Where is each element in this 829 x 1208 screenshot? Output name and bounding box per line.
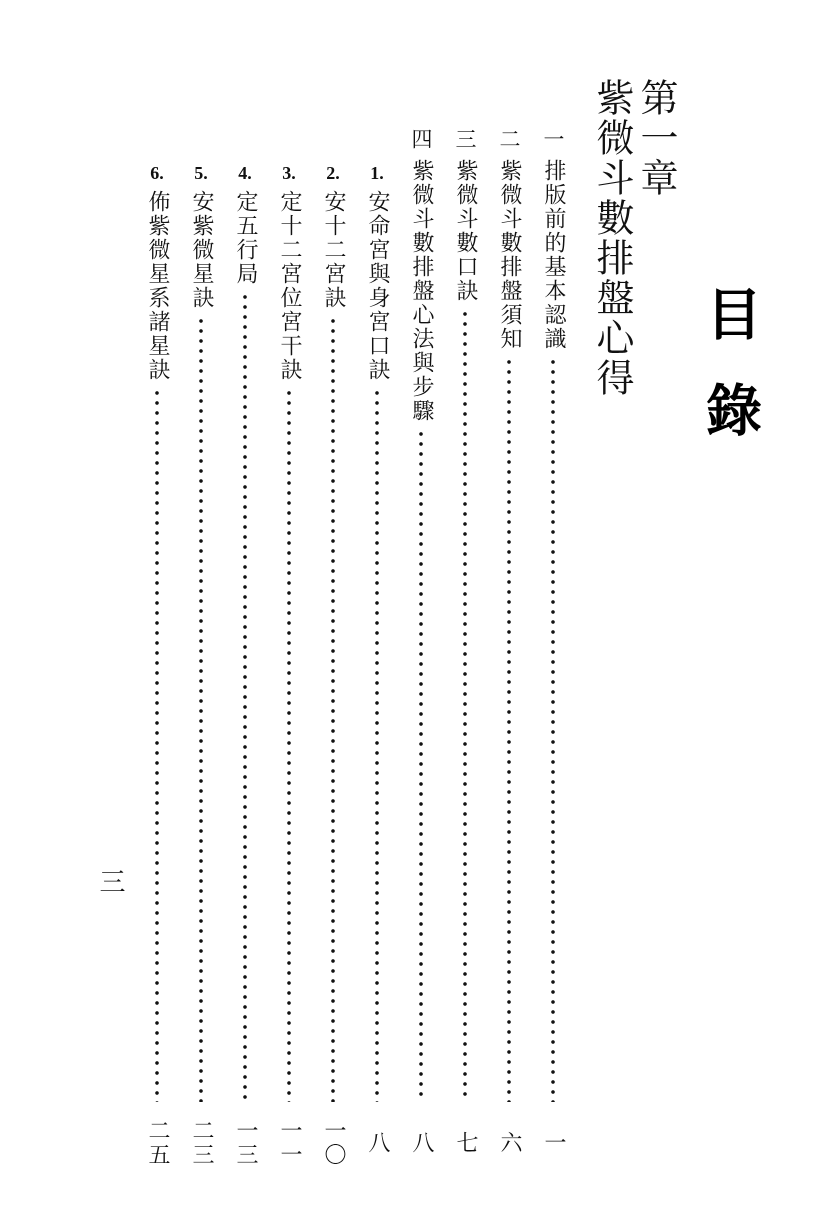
entry-label: 安十二宮訣 — [321, 190, 346, 310]
toc-entry[interactable] — [404, 128, 438, 1178]
entry-marker: 5. — [194, 163, 208, 183]
chapter-heading — [590, 78, 678, 578]
entry-page-number: 一〇 — [321, 1119, 346, 1167]
chapter-number: 第一章 — [634, 78, 678, 198]
dot-leader — [463, 309, 467, 1102]
dot-leader — [331, 316, 335, 1102]
entry-page-number: 一三 — [233, 1119, 258, 1167]
dot-leader — [287, 388, 291, 1102]
toc-entry[interactable] — [536, 128, 570, 1178]
entry-marker: 3. — [282, 163, 296, 183]
entry-marker: 一 — [541, 128, 565, 149]
entry-page-number: 八 — [409, 1131, 434, 1155]
entry-label: 紫微斗數口訣 — [453, 159, 478, 303]
entry-label: 排版前的基本認識 — [541, 159, 566, 351]
entry-marker: 6. — [150, 163, 164, 183]
entry-marker: 四 — [409, 128, 433, 149]
entry-marker: 2. — [326, 163, 340, 183]
entry-page-number: 二三 — [189, 1119, 214, 1167]
toc-entry[interactable] — [184, 158, 218, 1208]
entry-label: 定五行局 — [233, 190, 258, 286]
dot-leader — [419, 429, 423, 1102]
page-folio-number: 三 — [95, 868, 125, 894]
entry-label: 安命宮與身宮口訣 — [365, 190, 390, 382]
entry-marker: 4. — [238, 163, 252, 183]
chapter-title: 紫微斗數排盤心得 — [590, 78, 634, 398]
entry-label: 紫微斗數排盤心法與步驟 — [409, 159, 434, 423]
dot-leader — [155, 388, 159, 1102]
toc-entry[interactable] — [272, 158, 306, 1208]
dot-leader — [507, 357, 511, 1102]
toc-entry[interactable] — [360, 158, 394, 1208]
entry-label: 紫微斗數排盤須知 — [497, 159, 522, 351]
entry-label: 安紫微星訣 — [189, 190, 214, 310]
toc-entry[interactable] — [140, 158, 174, 1208]
entry-label: 佈紫微星系諸星訣 — [145, 190, 170, 382]
dot-leader — [551, 357, 555, 1102]
toc-entry[interactable] — [492, 128, 526, 1178]
entry-label: 定十二宮位宮干訣 — [277, 190, 302, 382]
entry-page-number: 七 — [453, 1131, 478, 1155]
dot-leader — [243, 292, 247, 1102]
entry-page-number: 六 — [497, 1131, 522, 1155]
toc-entry[interactable] — [316, 158, 350, 1208]
entry-page-number: 八 — [365, 1131, 390, 1155]
entry-page-number: 二五 — [145, 1119, 170, 1167]
toc-entry[interactable] — [448, 128, 482, 1178]
dot-leader — [199, 316, 203, 1102]
page-title: 目錄 — [697, 285, 763, 477]
entry-marker: 二 — [497, 128, 521, 149]
entry-page-number: 一 — [541, 1131, 566, 1155]
entry-marker: 1. — [370, 163, 384, 183]
dot-leader — [375, 388, 379, 1102]
entry-page-number: 一一 — [277, 1119, 302, 1167]
toc-entry[interactable] — [228, 158, 262, 1208]
entry-marker: 三 — [453, 128, 477, 149]
